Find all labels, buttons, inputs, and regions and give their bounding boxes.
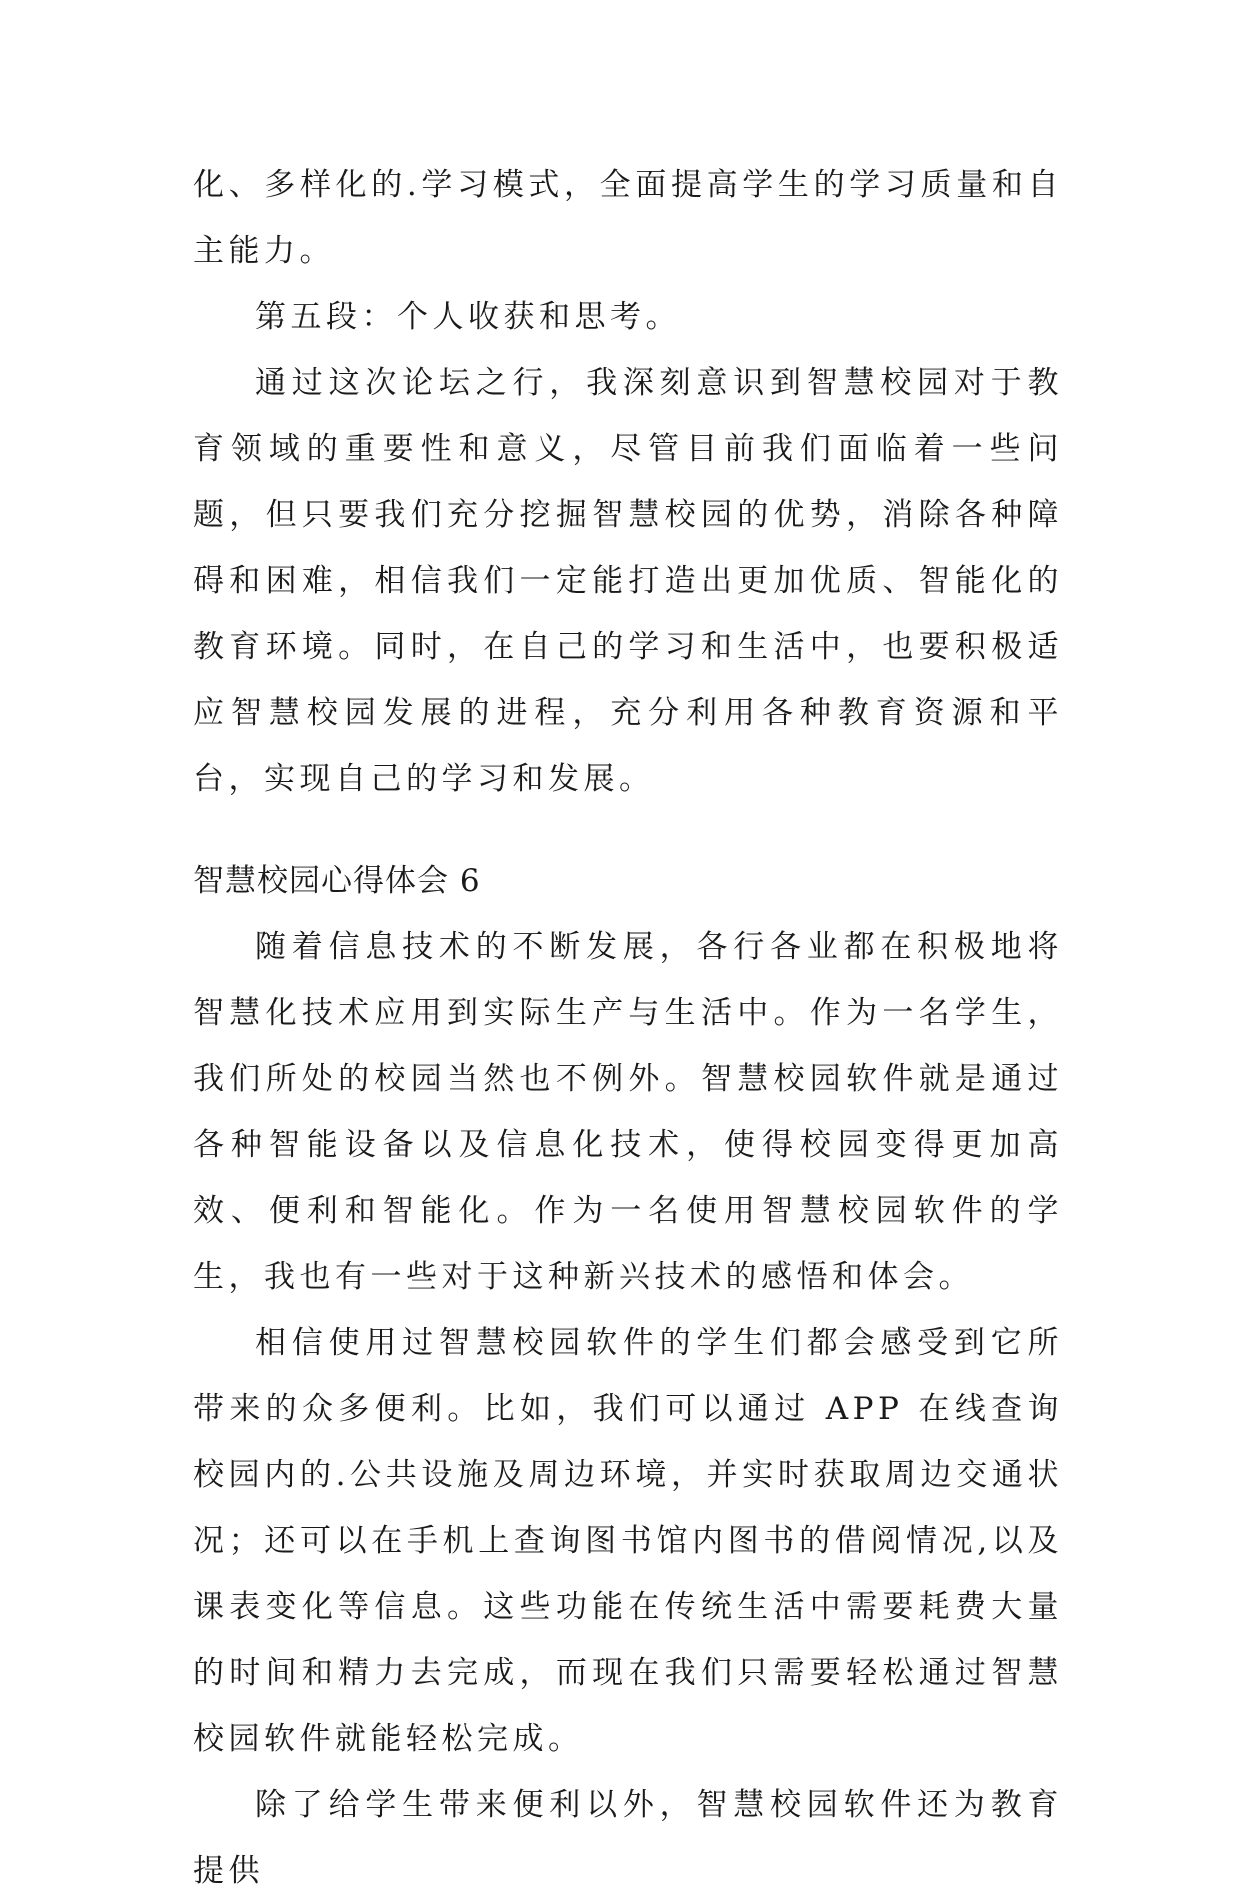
paragraph-continuation: 化、多样化的.学习模式，全面提高学生的学习质量和自主能力。 [193, 167, 1063, 269]
section-gap [193, 812, 1063, 848]
paragraph-personal-gains: 通过这次论坛之行，我深刻意识到智慧校园对于教育领域的重要性和意义，尽管目前我们面临着一些问题，但只要我们充分挖掘智慧校园的优势，消除各种障碍和困难，相信我们一定能打造出更加优质、智能化的教育环境。同时，在自己的学习和生活中，也要积极适应智慧校园发展的进程，充分利用各种教育资源和平台，实现自己的学习和发展。 [193, 365, 1063, 797]
paragraph-section-five-heading: 第五段：个人收获和思考。 [255, 299, 681, 335]
paragraph-intro: 随着信息技术的不断发展，各行各业都在积极地将智慧化技术应用到实际生产与生活中。作为一名学生，我们所处的校园当然也不例外。智慧校园软件就是通过各种智能设备以及信息化技术，使得校园变得更加高效、便利和智能化。作为一名使用智慧校园软件的学生，我也有一些对于这种新兴技术的感悟和体会。 [193, 929, 1063, 1295]
section-title: 智慧校园心得体会 6 [193, 863, 481, 899]
paragraph-education: 除了给学生带来便利以外，智慧校园软件还为教育提供 [193, 1787, 1063, 1889]
document-body [193, 152, 1063, 1904]
paragraph-convenience: 相信使用过智慧校园软件的学生们都会感受到它所带来的众多便利。比如，我们可以通过 APP 在线查询校园内的.公共设施及周边环境，并实时获取周边交通状况；还可以在手机上查询图书馆内图书的借阅情况,以及课表变化等信息。这些功能在传统生活中需要耗费大量的时间和精力去完成，而现在我们只需要轻松通过智慧校园软件就能轻松完成。 [193, 1325, 1063, 1757]
